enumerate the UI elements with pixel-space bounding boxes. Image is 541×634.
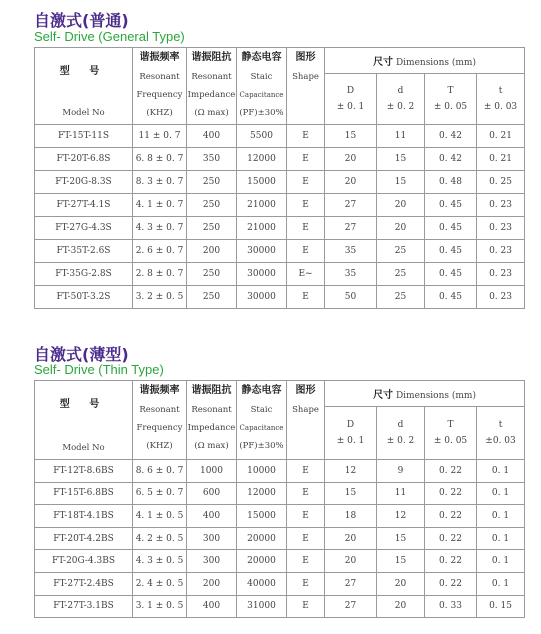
cell-dim-D: 27: [325, 595, 377, 618]
cell-model-no: FT-15T-6.8BS: [35, 482, 133, 505]
cell-dim-T: 0. 22: [425, 505, 477, 528]
table-row: [35, 148, 525, 171]
cap-header-cap_unit: (PF)±30%: [239, 441, 284, 451]
cell-static-capacitance: 40000: [237, 572, 287, 595]
cell-static-capacitance: 12000: [237, 148, 287, 171]
cell-dim-T: 0. 33: [425, 595, 477, 618]
freq-header-freq_en2: Frequency: [136, 423, 183, 433]
table-row: [35, 505, 525, 528]
cell-dim-T: 0. 45: [425, 286, 477, 309]
cell-shape: E: [287, 194, 325, 217]
cell-model-no: FT-20T-4.2BS: [35, 527, 133, 550]
cell-dim-t: 0. 1: [477, 550, 525, 573]
table-row: [35, 550, 525, 573]
imp-header-imp_cn: 谐振阻抗: [191, 52, 232, 63]
cell-dim-d: 20: [377, 217, 425, 240]
dimensions-header-cell: [325, 381, 525, 407]
section-title-en: Self- Drive (Thin Type): [34, 362, 164, 377]
dimension-tolerance: ± 0. 1: [336, 436, 365, 447]
cell-dim-d: 25: [377, 240, 425, 263]
cell-shape: E: [287, 572, 325, 595]
cell-resonant-impedance: 250: [187, 286, 237, 309]
cell-static-capacitance: 5500: [237, 125, 287, 148]
dimension-label: d: [397, 86, 404, 97]
table-row: [35, 217, 525, 240]
cell-dim-t: 0. 23: [477, 194, 525, 217]
cap-header-cap_en2: Capacitance: [239, 91, 284, 99]
cell-shape: E: [287, 148, 325, 171]
cell-dim-T: 0. 42: [425, 148, 477, 171]
cell-dim-D: 20: [325, 148, 377, 171]
cell-static-capacitance: 15000: [237, 505, 287, 528]
imp-header-imp_en2: Impedance: [187, 423, 236, 433]
dimensions-header-cell: [325, 48, 525, 74]
cell-resonant-impedance: 250: [187, 194, 237, 217]
model-header-cn: 型 号: [59, 399, 108, 410]
imp-header-imp_cn: 谐振阻抗: [191, 385, 232, 396]
cell-static-capacitance: 15000: [237, 171, 287, 194]
model-header-en: Model No: [62, 108, 105, 118]
cell-dim-t: 0. 1: [477, 527, 525, 550]
table-row: [35, 194, 525, 217]
cell-dim-T: 0. 45: [425, 217, 477, 240]
cell-dim-T: 0. 45: [425, 263, 477, 286]
dimension-label: t: [498, 420, 503, 431]
cell-dim-T: 0. 48: [425, 171, 477, 194]
dimension-subheader-t_small: [477, 74, 525, 125]
table-row: [35, 286, 525, 309]
cell-static-capacitance: 12000: [237, 482, 287, 505]
cell-resonant-frequency: 4. 2 ± 0. 5: [133, 527, 187, 550]
dimension-subheader-t_small: [477, 407, 525, 460]
shape-header-cell: [287, 381, 325, 460]
cap-header-cap_cn: 静态电容: [241, 385, 282, 396]
cell-shape: E: [287, 286, 325, 309]
shape-header-en: Shape: [292, 72, 319, 82]
cap-header-cap_en1: Staic: [250, 72, 273, 82]
cap-header-cap_cn: 静态电容: [241, 52, 282, 63]
cell-dim-t: 0. 23: [477, 286, 525, 309]
cell-dim-t: 0. 1: [477, 505, 525, 528]
cell-model-no: FT-18T-4.1BS: [35, 505, 133, 528]
shape-header-cn: 图形: [295, 385, 316, 396]
cell-model-no: FT-27G-4.3S: [35, 217, 133, 240]
dimension-label: t: [498, 86, 503, 97]
cell-resonant-frequency: 6. 5 ± 0. 7: [133, 482, 187, 505]
dimensions-header-cn: 尺寸: [373, 57, 394, 69]
cell-dim-D: 15: [325, 125, 377, 148]
cell-dim-d: 11: [377, 482, 425, 505]
cell-static-capacitance: 20000: [237, 527, 287, 550]
dimension-subheader-d_small: [377, 74, 425, 125]
cell-static-capacitance: 31000: [237, 595, 287, 618]
table-row: [35, 527, 525, 550]
dimension-tolerance: ± 0. 05: [433, 102, 468, 113]
cell-resonant-frequency: 2. 6 ± 0. 7: [133, 240, 187, 263]
cell-dim-T: 0. 22: [425, 572, 477, 595]
freq-header-freq_en1: Resonant: [139, 72, 180, 82]
cell-resonant-frequency: 4. 3 ± 0. 5: [133, 550, 187, 573]
cell-shape: E: [287, 171, 325, 194]
cell-dim-d: 12: [377, 505, 425, 528]
cell-resonant-frequency: 4. 3 ± 0. 7: [133, 217, 187, 240]
cell-resonant-impedance: 200: [187, 240, 237, 263]
table-row: [35, 482, 525, 505]
cell-static-capacitance: 30000: [237, 286, 287, 309]
cell-resonant-frequency: 8. 6 ± 0. 7: [133, 460, 187, 483]
imp-header-imp_unit: (Ω max): [194, 108, 229, 118]
model-header-en: Model No: [62, 443, 105, 453]
table-row: [35, 460, 525, 483]
dimension-label: D: [346, 420, 355, 431]
cell-resonant-frequency: 8. 3 ± 0. 7: [133, 171, 187, 194]
imp-header-imp_en1: Resonant: [191, 72, 232, 82]
cell-dim-T: 0. 45: [425, 240, 477, 263]
cell-resonant-impedance: 400: [187, 505, 237, 528]
model-header-cell: [35, 48, 133, 125]
dimension-subheader-d_big: [325, 407, 377, 460]
cell-resonant-frequency: 3. 1 ± 0. 5: [133, 595, 187, 618]
section-title-cn: 自激式(普通): [34, 11, 129, 30]
cell-dim-T: 0. 22: [425, 527, 477, 550]
cell-resonant-impedance: 400: [187, 125, 237, 148]
cell-dim-T: 0. 42: [425, 125, 477, 148]
model-header-cn: 型 号: [59, 66, 108, 77]
table-row: [35, 171, 525, 194]
freq-header-freq_en1: Resonant: [139, 405, 180, 415]
cell-dim-d: 11: [377, 125, 425, 148]
header-row: [35, 381, 525, 407]
cell-dim-t: 0. 21: [477, 148, 525, 171]
table-row: [35, 572, 525, 595]
dimension-label: T: [447, 86, 454, 97]
cell-model-no: FT-35G-2.8S: [35, 263, 133, 286]
cell-resonant-impedance: 250: [187, 217, 237, 240]
spec-table: [34, 380, 525, 618]
cell-resonant-frequency: 11 ± 0. 7: [133, 125, 187, 148]
cell-resonant-frequency: 2. 4 ± 0. 5: [133, 572, 187, 595]
cell-dim-d: 20: [377, 572, 425, 595]
cell-resonant-impedance: 300: [187, 527, 237, 550]
cell-resonant-impedance: 1000: [187, 460, 237, 483]
section-title-en: Self- Drive (General Type): [34, 29, 185, 44]
cell-resonant-frequency: 4. 1 ± 0. 7: [133, 194, 187, 217]
shape-header-cell: [287, 48, 325, 125]
dimension-tolerance: ±0. 03: [485, 436, 516, 447]
cell-resonant-frequency: 4. 1 ± 0. 5: [133, 505, 187, 528]
freq-header-freq_cn: 谐振频率: [139, 52, 180, 63]
cell-shape: E: [287, 217, 325, 240]
freq-header-freq_cn: 谐振频率: [139, 385, 180, 396]
cell-model-no: FT-50T-3.2S: [35, 286, 133, 309]
cell-model-no: FT-20G-4.3BS: [35, 550, 133, 573]
cell-model-no: FT-35T-2.6S: [35, 240, 133, 263]
cell-model-no: FT-27T-4.1S: [35, 194, 133, 217]
imp-header-imp_unit: (Ω max): [194, 441, 229, 451]
cell-static-capacitance: 10000: [237, 460, 287, 483]
cap-header-cell: [237, 48, 287, 125]
cell-dim-T: 0. 22: [425, 460, 477, 483]
cell-shape: E: [287, 482, 325, 505]
cell-shape: E: [287, 505, 325, 528]
cell-dim-t: 0. 15: [477, 595, 525, 618]
cell-resonant-impedance: 300: [187, 550, 237, 573]
cell-static-capacitance: 30000: [237, 263, 287, 286]
cell-shape: E: [287, 595, 325, 618]
cap-header-cap_unit: (PF)±30%: [239, 108, 284, 118]
cell-dim-t: 0. 23: [477, 217, 525, 240]
cell-dim-t: 0. 23: [477, 263, 525, 286]
cell-dim-d: 15: [377, 550, 425, 573]
cell-dim-d: 15: [377, 171, 425, 194]
cell-shape: E: [287, 125, 325, 148]
cell-resonant-frequency: 6. 8 ± 0. 7: [133, 148, 187, 171]
dimension-label: D: [346, 86, 355, 97]
cell-resonant-impedance: 250: [187, 263, 237, 286]
cell-dim-T: 0. 22: [425, 482, 477, 505]
cell-resonant-impedance: 250: [187, 171, 237, 194]
cell-resonant-impedance: 600: [187, 482, 237, 505]
cell-static-capacitance: 21000: [237, 194, 287, 217]
dimension-tolerance: ± 0. 2: [386, 102, 415, 113]
dimensions-header-en: Dimensions (mm): [395, 391, 476, 402]
cell-dim-T: 0. 22: [425, 550, 477, 573]
cell-shape: E: [287, 527, 325, 550]
dimension-tolerance: ± 0. 03: [483, 102, 518, 113]
spec-table: [34, 47, 525, 309]
cell-dim-D: 20: [325, 550, 377, 573]
cell-dim-D: 35: [325, 240, 377, 263]
cell-dim-D: 18: [325, 505, 377, 528]
cell-dim-D: 20: [325, 527, 377, 550]
shape-header-cn: 图形: [295, 52, 316, 63]
imp-header-cell: [187, 48, 237, 125]
cell-dim-t: 0. 25: [477, 171, 525, 194]
cell-shape: E: [287, 550, 325, 573]
cell-resonant-frequency: 2. 8 ± 0. 7: [133, 263, 187, 286]
cell-model-no: FT-12T-8.6BS: [35, 460, 133, 483]
cap-header-cap_en1: Staic: [250, 405, 273, 415]
cell-dim-d: 9: [377, 460, 425, 483]
cell-static-capacitance: 30000: [237, 240, 287, 263]
cell-dim-t: 0. 23: [477, 240, 525, 263]
table-row: [35, 125, 525, 148]
dimension-tolerance: ± 0. 05: [433, 436, 468, 447]
thin-type-section: [0, 340, 541, 634]
cell-dim-D: 50: [325, 286, 377, 309]
cell-model-no: FT-20T-6.8S: [35, 148, 133, 171]
cell-dim-d: 20: [377, 595, 425, 618]
dimension-subheader-t_big: [425, 407, 477, 460]
cell-shape: E~: [287, 263, 325, 286]
cap-header-cap_en2: Capacitance: [239, 424, 284, 432]
section-title-cn: 自激式(薄型): [34, 345, 129, 364]
cell-dim-t: 0. 1: [477, 482, 525, 505]
cell-model-no: FT-20G-8.3S: [35, 171, 133, 194]
freq-header-freq_unit: (KHZ): [146, 108, 173, 118]
cell-model-no: FT-27T-3.1BS: [35, 595, 133, 618]
dimension-subheader-d_small: [377, 407, 425, 460]
dimensions-header-en: Dimensions (mm): [395, 58, 476, 69]
cell-dim-d: 15: [377, 527, 425, 550]
cell-dim-D: 27: [325, 194, 377, 217]
cell-model-no: FT-15T-11S: [35, 125, 133, 148]
table-row: [35, 240, 525, 263]
dimensions-header-cn: 尺寸: [373, 390, 394, 402]
cell-dim-T: 0. 45: [425, 194, 477, 217]
cell-static-capacitance: 20000: [237, 550, 287, 573]
cap-header-cell: [237, 381, 287, 460]
cell-dim-d: 15: [377, 148, 425, 171]
cell-shape: E: [287, 240, 325, 263]
cell-dim-D: 20: [325, 171, 377, 194]
cell-static-capacitance: 21000: [237, 217, 287, 240]
freq-header-cell: [133, 381, 187, 460]
cell-resonant-frequency: 3. 2 ± 0. 5: [133, 286, 187, 309]
cell-dim-d: 20: [377, 194, 425, 217]
cell-dim-D: 15: [325, 482, 377, 505]
cell-dim-t: 0. 21: [477, 125, 525, 148]
imp-header-cell: [187, 381, 237, 460]
cell-dim-d: 25: [377, 263, 425, 286]
cell-resonant-impedance: 400: [187, 595, 237, 618]
cell-dim-D: 27: [325, 217, 377, 240]
dimension-tolerance: ± 0. 2: [386, 436, 415, 447]
cell-resonant-impedance: 200: [187, 572, 237, 595]
cell-dim-t: 0. 1: [477, 460, 525, 483]
shape-header-en: Shape: [292, 405, 319, 415]
table-row: [35, 263, 525, 286]
cell-dim-D: 35: [325, 263, 377, 286]
dimension-subheader-d_big: [325, 74, 377, 125]
dimension-subheader-t_big: [425, 74, 477, 125]
imp-header-imp_en1: Resonant: [191, 405, 232, 415]
imp-header-imp_en2: Impedance: [187, 90, 236, 100]
dimension-label: d: [397, 420, 404, 431]
freq-header-freq_en2: Frequency: [136, 90, 183, 100]
cell-dim-D: 27: [325, 572, 377, 595]
cell-dim-d: 25: [377, 286, 425, 309]
header-row: [35, 48, 525, 74]
table-row: [35, 595, 525, 618]
freq-header-freq_unit: (KHZ): [146, 441, 173, 451]
cell-shape: E: [287, 460, 325, 483]
dimension-label: T: [447, 420, 454, 431]
cell-resonant-impedance: 350: [187, 148, 237, 171]
model-header-cell: [35, 381, 133, 460]
cell-dim-t: 0. 1: [477, 572, 525, 595]
freq-header-cell: [133, 48, 187, 125]
cell-dim-D: 12: [325, 460, 377, 483]
cell-model-no: FT-27T-2.4BS: [35, 572, 133, 595]
dimension-tolerance: ± 0. 1: [336, 102, 365, 113]
